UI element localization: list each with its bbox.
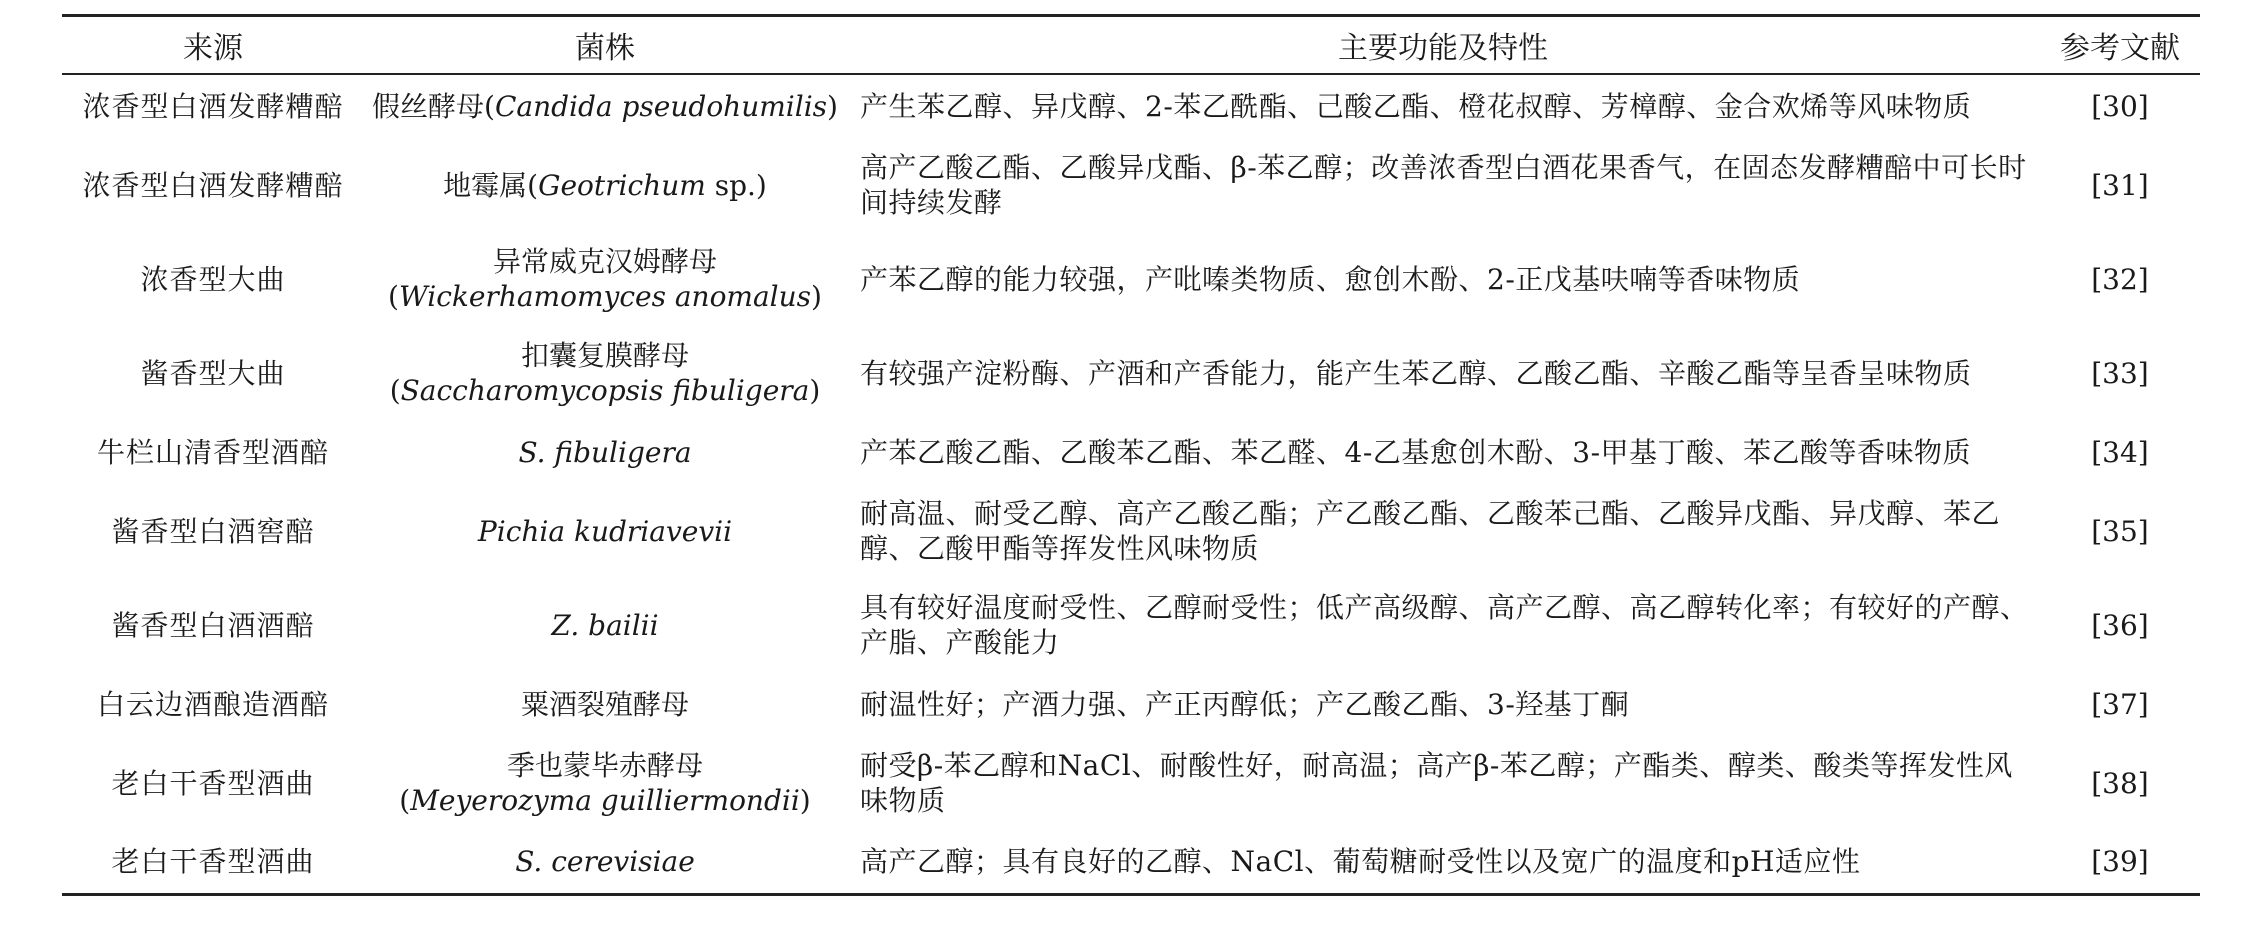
strain-chinese-name: 粟酒裂殖酵母 xyxy=(520,687,689,721)
cell-source: 老白干香型酒曲 xyxy=(111,844,315,878)
cell-function: 高产乙醇；具有良好的乙醇、NaCl、葡萄糖耐受性以及宽广的温度和pH适应性 xyxy=(860,844,1861,878)
table-row xyxy=(62,672,2200,736)
strain-paren-close: sp.) xyxy=(705,168,767,202)
strain-latin-wrapper: (Wickerhamomyces anomalus) xyxy=(388,280,822,313)
header-function: 主要功能及特性 xyxy=(1338,31,1548,66)
table-row xyxy=(62,736,2200,830)
strain-latin-name: Saccharomycopsis fibuligera xyxy=(400,374,810,407)
header-source: 来源 xyxy=(183,31,243,66)
cell-source: 牛栏山清香型酒醅 xyxy=(96,435,329,469)
cell-source: 老白干香型酒曲 xyxy=(111,766,315,800)
cell-reference: [39] xyxy=(2091,844,2149,878)
cell-function: 耐受β-苯乙醇和NaCl、耐酸性好，耐高温；高产β-苯乙醇；产酯类、醇类、酸类等挥发性风味物质 xyxy=(860,749,2013,817)
cell-reference: [33] xyxy=(2091,356,2149,390)
cell-source: 白云边酒酿造酒醅 xyxy=(96,687,329,721)
cell-strain xyxy=(364,672,846,736)
cell-strain xyxy=(364,326,846,420)
cell-function: 产生苯乙醇、异戊醇、2-苯乙酰酯、己酸乙酯、橙花叔醇、芳樟醇、金合欢烯等风味物质 xyxy=(860,90,1972,123)
header-strain: 菌株 xyxy=(575,31,635,66)
cell-function: 耐温性好；产酒力强、产正丙醇低；产乙酸乙酯、3-羟基丁酮 xyxy=(860,687,1630,721)
strain-latin-wrapper: (Meyerozyma guilliermondii) xyxy=(399,784,811,817)
cell-strain xyxy=(364,232,846,326)
strain-chinese-name: 扣囊复膜酵母 xyxy=(520,339,689,372)
table-row xyxy=(62,74,2200,138)
cell-strain xyxy=(364,74,846,138)
strain-latin-name: Pichia kudriavevii xyxy=(477,514,733,548)
table-row xyxy=(62,830,2200,894)
table-row xyxy=(62,232,2200,326)
strain-latin-name: S. cerevisiae xyxy=(515,844,695,878)
cell-strain xyxy=(364,484,846,578)
strain-chinese-name: 假丝酵母( xyxy=(372,90,495,123)
cell-strain xyxy=(364,736,846,830)
cell-function: 耐高温、耐受乙醇、高产乙酸乙酯；产乙酸乙酯、乙酸苯己酯、乙酸异戊酯、异戊醇、苯乙醇、乙酸甲酯等挥发性风味物质 xyxy=(860,497,2001,565)
strain-chinese-name: 地霉属( xyxy=(443,168,539,202)
cell-source: 酱香型大曲 xyxy=(140,356,286,390)
table-row xyxy=(62,326,2200,420)
cell-function: 高产乙酸乙酯、乙酸异戊酯、β-苯乙醇；改善浓香型白酒花果香气，在固态发酵糟醅中可长时间持续发酵 xyxy=(860,151,2027,219)
cell-reference: [34] xyxy=(2091,435,2149,469)
strain-latin-name: Meyerozyma guilliermondii xyxy=(410,784,800,817)
strain-latin-name: S. fibuligera xyxy=(518,435,692,469)
cell-source: 酱香型白酒窖醅 xyxy=(111,514,315,548)
cell-source: 浓香型白酒发酵糟醅 xyxy=(82,168,344,202)
cell-function: 具有较好温度耐受性、乙醇耐受性；低产高级醇、高产乙醇、高乙醇转化率；有较好的产醇、产脂、产酸能力 xyxy=(860,591,2029,659)
cell-source: 浓香型大曲 xyxy=(140,262,286,296)
cell-function: 产苯乙醇的能力较强，产吡嗪类物质、愈创木酚、2-正戊基呋喃等香味物质 xyxy=(860,262,1801,296)
cell-strain xyxy=(364,420,846,484)
table-row xyxy=(62,420,2200,484)
table-row xyxy=(62,484,2200,578)
strain-latin-wrapper: (Saccharomycopsis fibuligera) xyxy=(389,374,821,407)
cell-reference: [32] xyxy=(2091,262,2149,296)
strain-latin-name: Wickerhamomyces anomalus xyxy=(398,280,812,313)
strain-paren-close: ) xyxy=(827,90,838,123)
cell-reference: [31] xyxy=(2091,168,2149,202)
cell-strain xyxy=(364,138,846,232)
strain-chinese-name: 季也蒙毕赤酵母 xyxy=(506,749,703,782)
cell-strain xyxy=(364,578,846,672)
strain-latin-name: Geotrichum xyxy=(538,168,706,202)
data-table xyxy=(62,14,2200,896)
cell-function: 有较强产淀粉酶、产酒和产香能力，能产生苯乙醇、乙酸乙酯、辛酸乙酯等呈香呈味物质 xyxy=(860,356,1972,390)
cell-reference: [36] xyxy=(2091,608,2149,642)
header-reference: 参考文献 xyxy=(2060,31,2180,66)
cell-reference: [35] xyxy=(2091,514,2149,548)
cell-reference: [30] xyxy=(2091,90,2149,123)
table-row xyxy=(62,578,2200,672)
table-header-row xyxy=(62,16,2200,75)
cell-function: 产苯乙酸乙酯、乙酸苯乙酯、苯乙醛、4-乙基愈创木酚、3-甲基丁酸、苯乙酸等香味物质 xyxy=(860,435,1972,469)
cell-source: 酱香型白酒酒醅 xyxy=(111,608,315,642)
cell-reference: [37] xyxy=(2091,687,2149,721)
cell-strain xyxy=(364,830,846,894)
table-row xyxy=(62,138,2200,232)
cell-source: 浓香型白酒发酵糟醅 xyxy=(82,90,344,123)
strain-latin-name: Candida pseudohumilis xyxy=(494,90,828,123)
cell-reference: [38] xyxy=(2091,766,2149,800)
strain-chinese-name: 异常威克汉姆酵母 xyxy=(492,245,717,278)
strain-latin-name: Z. bailii xyxy=(551,608,659,642)
